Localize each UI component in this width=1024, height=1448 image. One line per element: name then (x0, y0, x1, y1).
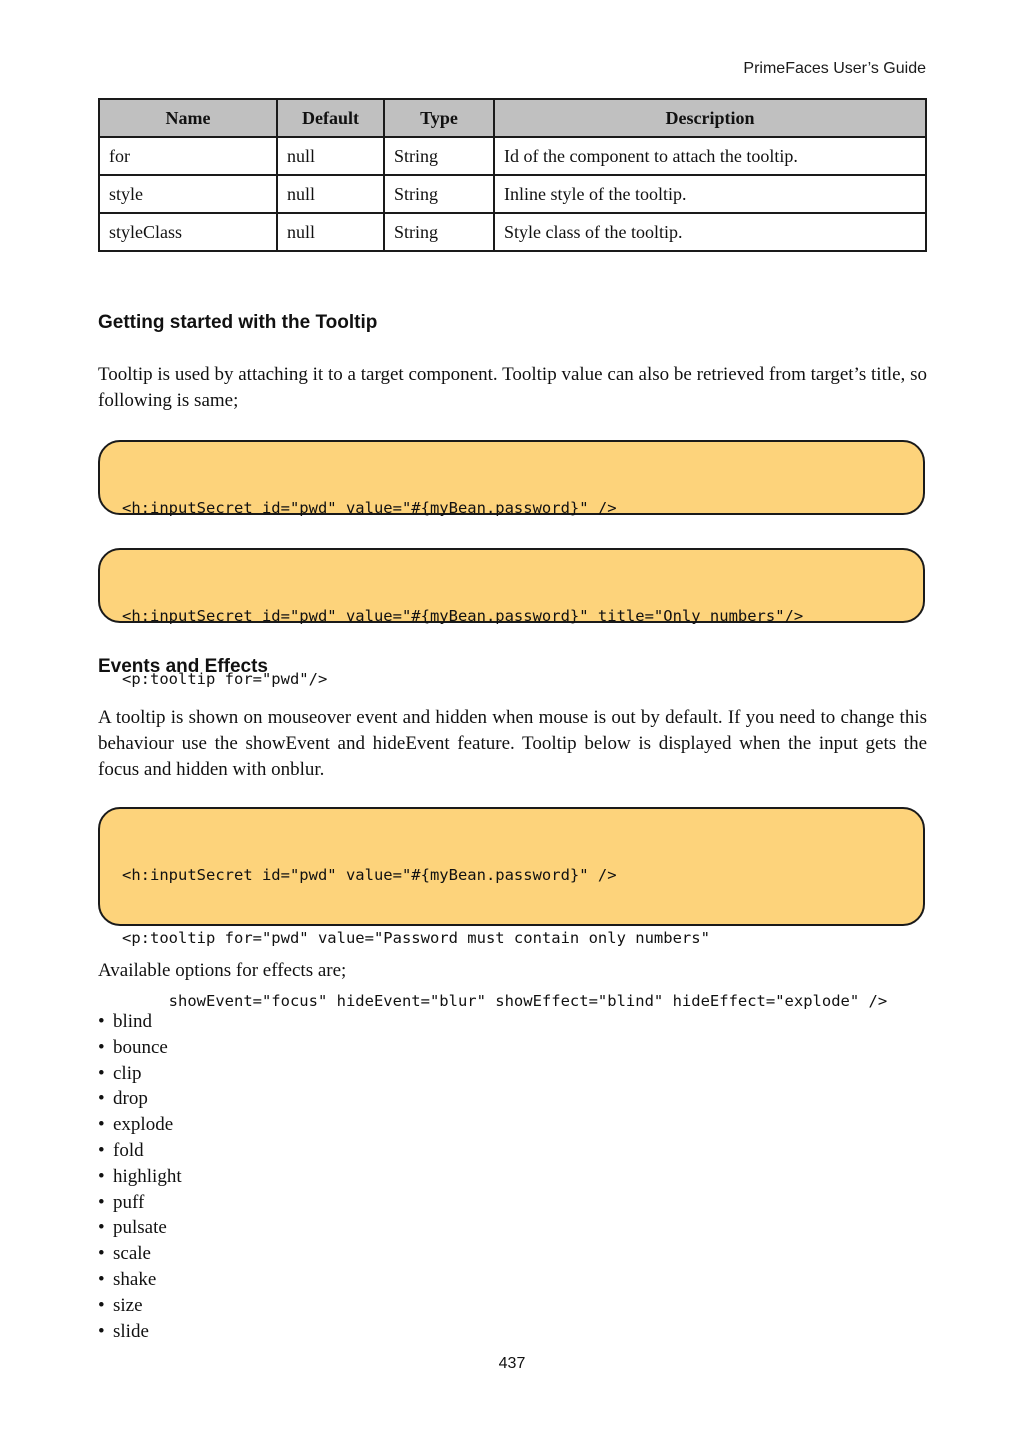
section-heading-getting-started: Getting started with the Tooltip (98, 312, 378, 333)
list-item: • size (98, 1293, 182, 1319)
cell-type: String (384, 213, 494, 251)
column-header-default: Default (277, 99, 384, 137)
code-line: <h:inputSecret id="pwd" value="#{myBean.password}" title="Only numbers"/> (122, 607, 804, 625)
table-row (99, 137, 926, 175)
list-item: • drop (98, 1086, 182, 1112)
list-item: • explode (98, 1112, 182, 1138)
code-line: <p:tooltip for="pwd" value="Password must contain only numbers" (122, 929, 710, 947)
cell-description: Style class of the tooltip. (494, 213, 926, 251)
attributes-table (98, 98, 927, 252)
effects-intro-text: Available options for effects are; (98, 960, 347, 981)
cell-default: null (277, 175, 384, 213)
list-item: • fold (98, 1138, 182, 1164)
column-header-type: Type (384, 99, 494, 137)
table-row (99, 213, 926, 251)
section-heading-events-effects: Events and Effects (98, 656, 268, 677)
cell-default: null (277, 137, 384, 175)
column-header-name: Name (99, 99, 277, 137)
cell-type: String (384, 175, 494, 213)
code-line: <h:inputSecret id="pwd" value="#{myBean.password}" /> (122, 866, 617, 884)
table-header-row (99, 99, 926, 137)
page-number: 437 (498, 1355, 526, 1372)
table-row (99, 175, 926, 213)
list-item: • highlight (98, 1164, 182, 1190)
cell-description: Inline style of the tooltip. (494, 175, 926, 213)
list-item: • puff (98, 1190, 182, 1216)
list-item: • clip (98, 1061, 182, 1087)
cell-type: String (384, 137, 494, 175)
events-effects-paragraph: A tooltip is shown on mouseover event and hidden when mouse is out by default. If you need to change this behaviour use the showEvent and hideEvent feature. Tooltip below is displayed when the input gets the focus and hidden with onblur. (98, 707, 927, 780)
code-line: <h:inputSecret id="pwd" value="#{myBean.password}" /> (122, 499, 617, 517)
code-block-tooltip-value (98, 440, 925, 515)
list-item: • scale (98, 1241, 182, 1267)
cell-default: null (277, 213, 384, 251)
getting-started-paragraph: Tooltip is used by attaching it to a target component. Tooltip value can also be retrieved from target’s title, so following is same; (98, 364, 927, 411)
code-line: showEvent="focus" hideEvent="blur" showEffect="blind" hideEffect="explode" /> (122, 992, 888, 1010)
column-header-description: Description (494, 99, 926, 137)
list-item: • shake (98, 1267, 182, 1293)
cell-name: style (99, 175, 277, 213)
cell-description: Id of the component to attach the tooltip. (494, 137, 926, 175)
list-item: • pulsate (98, 1215, 182, 1241)
effects-list (98, 1009, 182, 1344)
list-item: • bounce (98, 1035, 182, 1061)
cell-name: for (99, 137, 277, 175)
list-item: • blind (98, 1009, 182, 1035)
running-header: PrimeFaces User’s Guide (743, 60, 926, 77)
code-line: <p:tooltip for="pwd"/> (122, 670, 328, 688)
cell-name: styleClass (99, 213, 277, 251)
list-item: • slide (98, 1319, 182, 1345)
